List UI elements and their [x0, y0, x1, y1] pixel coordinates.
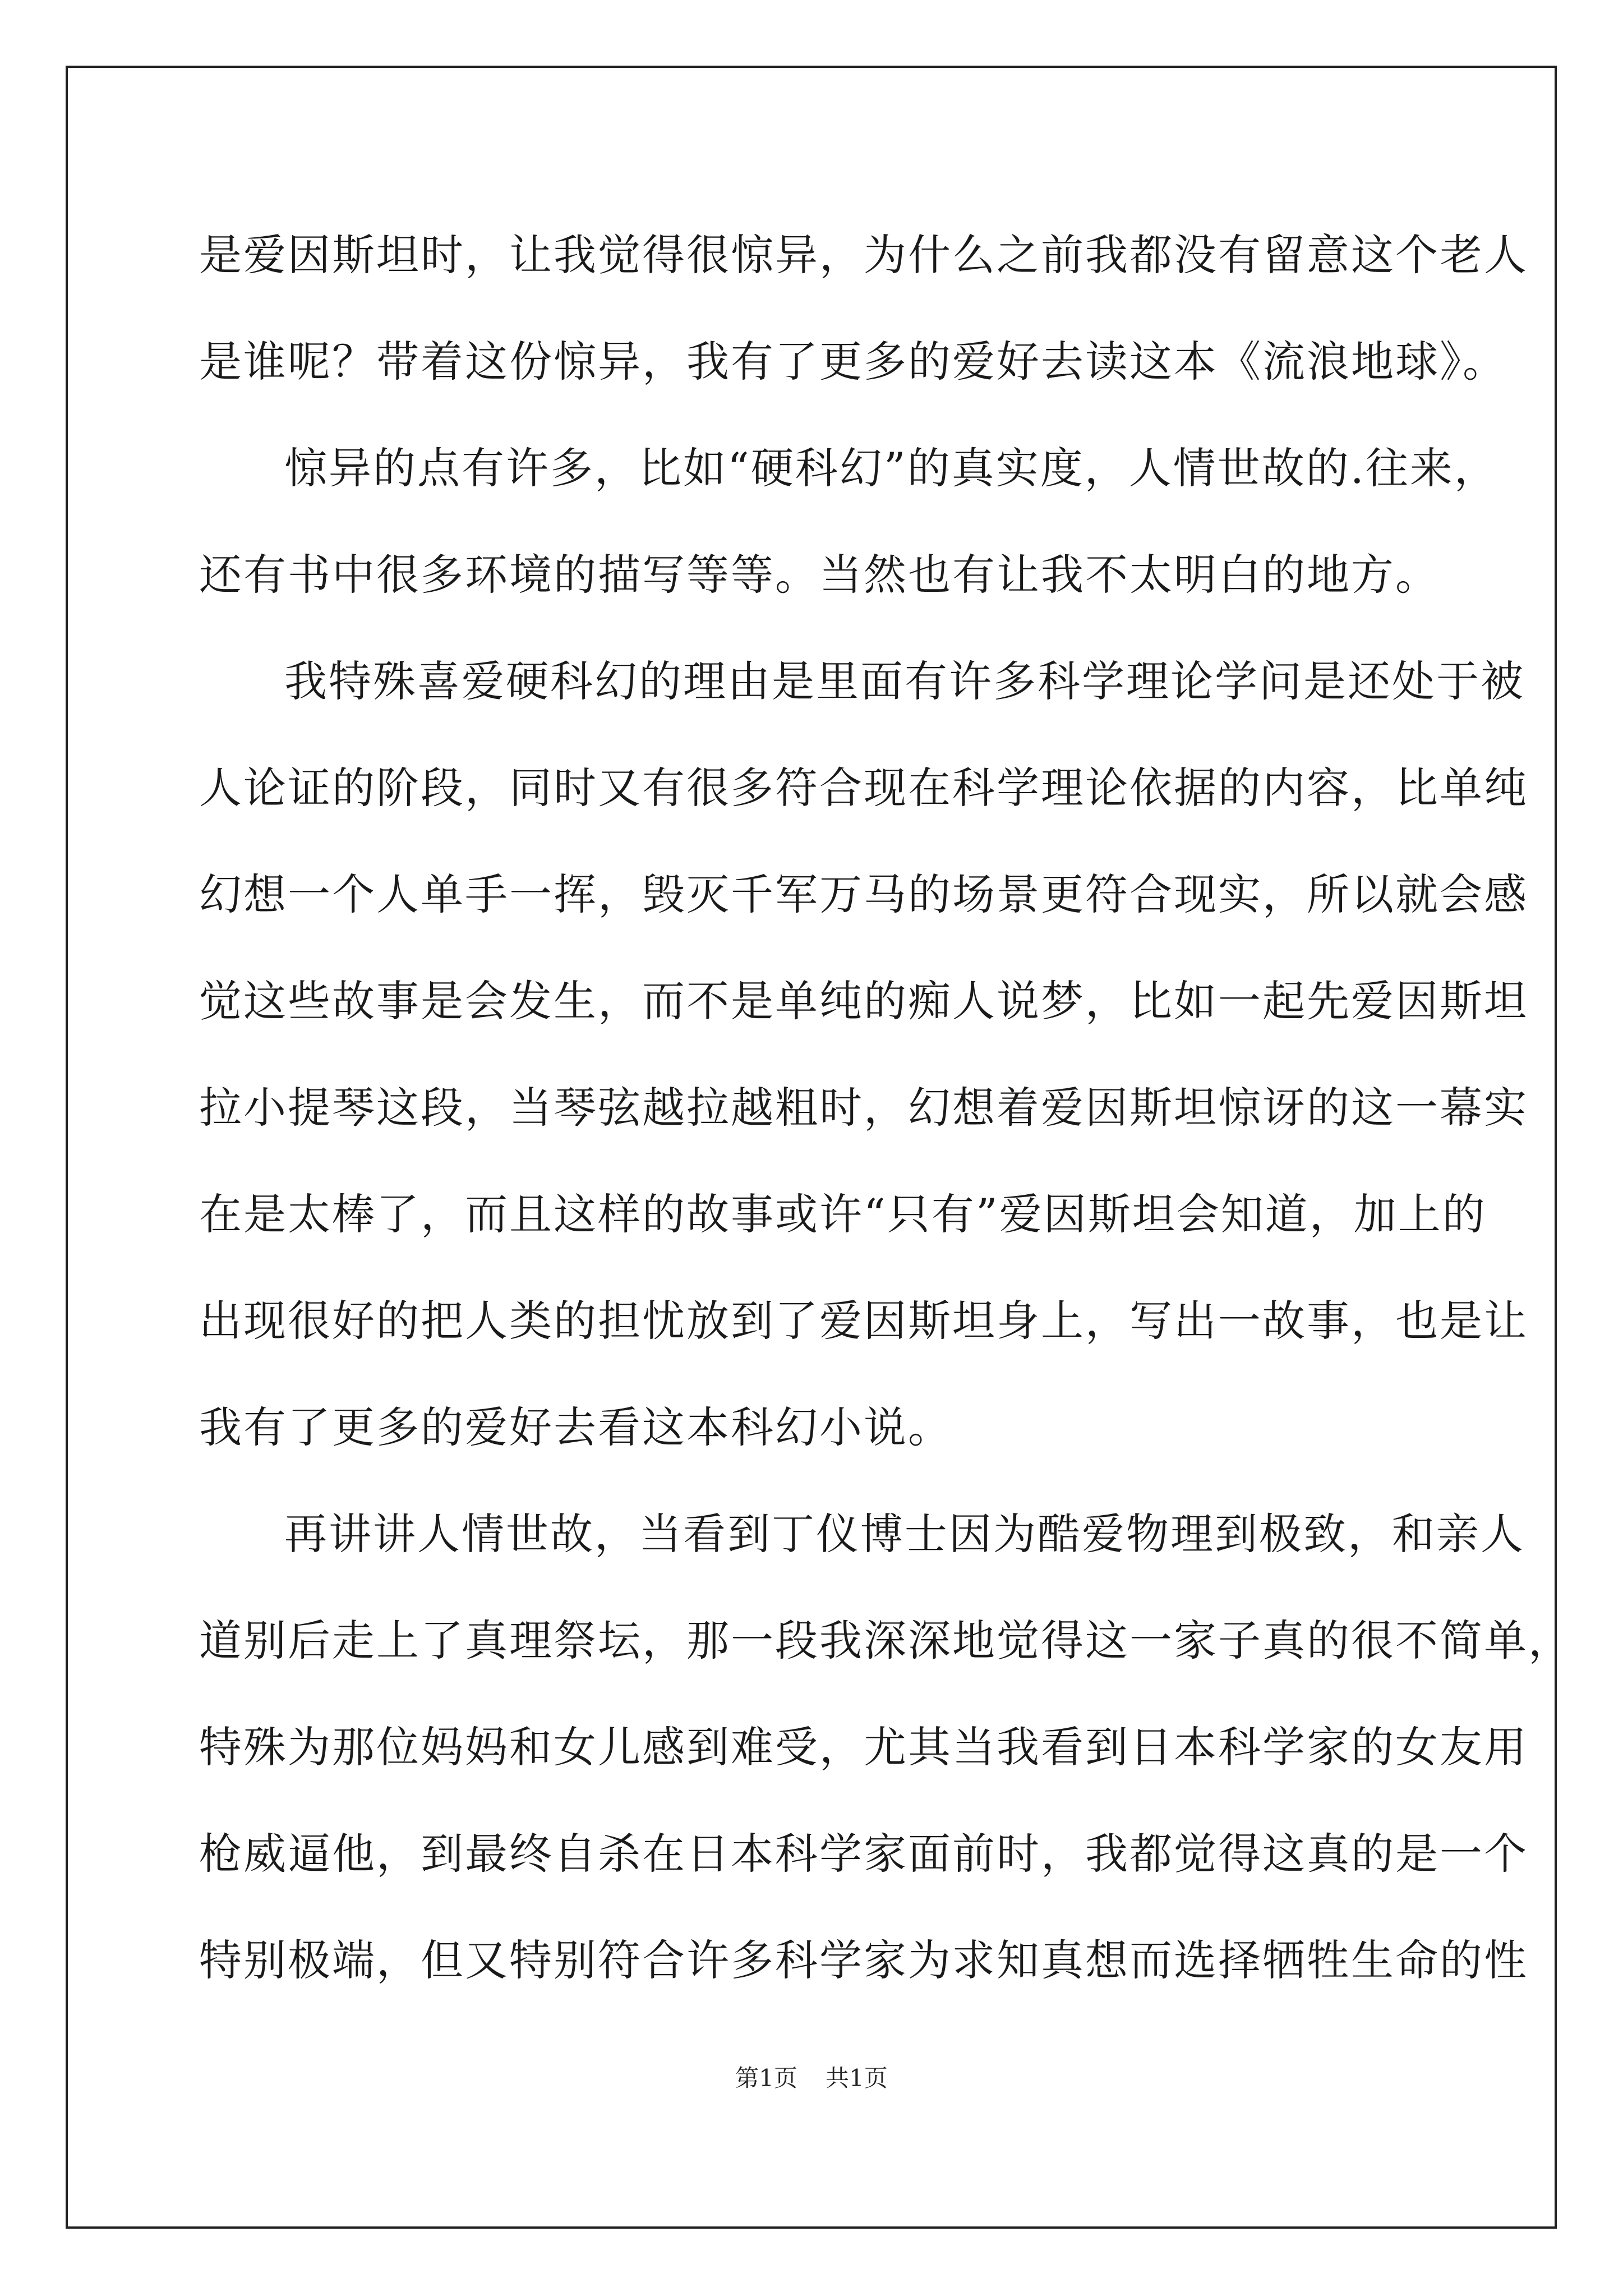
text-line: 是谁呢？带着这份惊异，我有了更多的爱好去读这本《流浪地球》。 [199, 337, 1507, 386]
text-line: 我特殊喜爱硬科幻的理由是里面有许多科学理论学问是还处于被 [284, 656, 1525, 706]
text-line: 幻想一个人单手一挥，毁灭千军万马的场景更符合现实，所以就会感 [199, 869, 1528, 919]
text-line: 人论证的阶段，同时又有很多符合现在科学理论依据的内容，比单纯 [199, 763, 1528, 813]
page-footer [0, 2060, 1623, 2093]
text-line: 枪威逼他，到最终自杀在日本科学家面前时，我都觉得这真的是一个 [199, 1829, 1528, 1879]
text-line: 出现很好的把人类的担忧放到了爱因斯坦身上，写出一故事，也是让 [199, 1296, 1528, 1346]
text-line: 我有了更多的爱好去看这本科幻小说。 [199, 1402, 952, 1452]
text-line: 觉这些故事是会发生，而不是单纯的痴人说梦，比如一起先爱因斯坦 [199, 976, 1528, 1026]
text-line: 惊异的点有许多，比如“硬科幻”的真实度，人情世故的.往来， [284, 443, 1498, 493]
text-line: 道别后走上了真理祭坛，那一段我深深地觉得这一家子真的很不简单， [199, 1616, 1573, 1665]
text-line: 再讲讲人情世故，当看到丁仪博士因为酷爱物理到极致，和亲人 [284, 1509, 1525, 1559]
page-total: 共1页 [826, 2064, 888, 2092]
page-number: 第1页 [735, 2064, 797, 2092]
text-line: 特殊为那位妈妈和女儿感到难受，尤其当我看到日本科学家的女友用 [199, 1722, 1528, 1772]
body-text [199, 202, 1573, 2014]
text-line: 是爱因斯坦时，让我觉得很惊异，为什么之前我都没有留意这个老人 [199, 230, 1528, 280]
text-line: 拉小提琴这段，当琴弦越拉越粗时，幻想着爱因斯坦惊讶的这一幕实 [199, 1083, 1528, 1133]
text-line: 还有书中很多环境的描写等等。当然也有让我不太明白的地方。 [199, 550, 1440, 600]
text-line: 在是太棒了，而且这样的故事或许“只有”爱因斯坦会知道，加上的 [199, 1189, 1487, 1239]
text-line: 特别极端，但又特别符合许多科学家为求知真想而选择牺牲生命的性 [199, 1935, 1528, 1985]
